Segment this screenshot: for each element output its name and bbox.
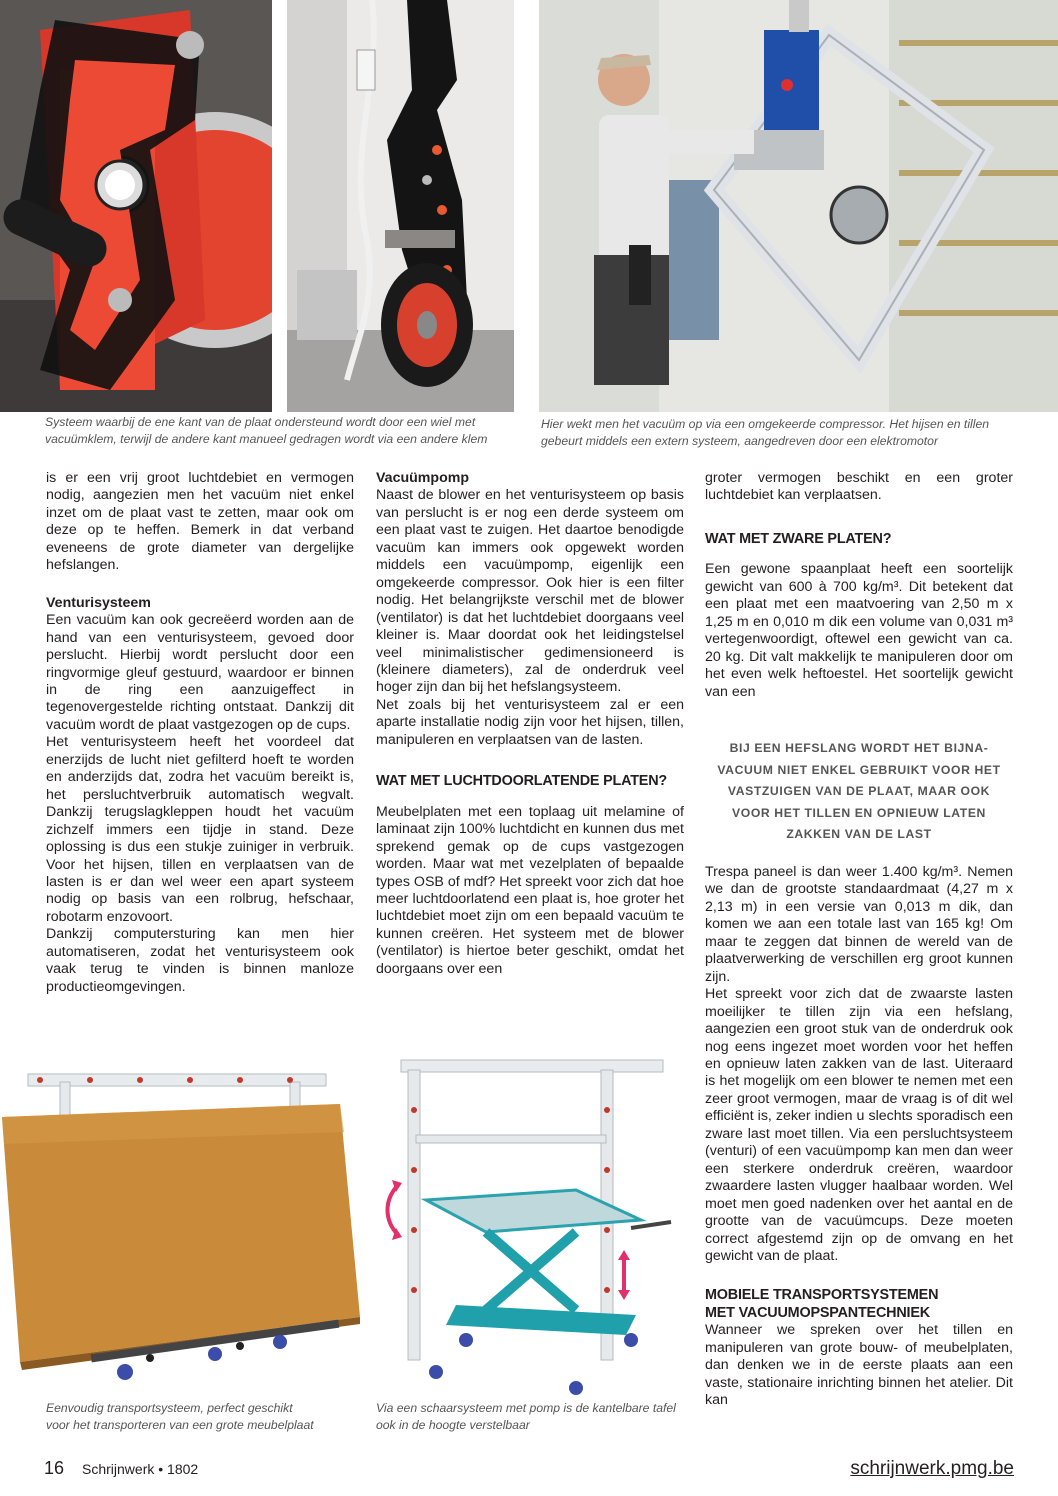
photo-transport-cart-panel — [0, 1062, 360, 1392]
caption-line: Via een schaarsysteem met pomp is de kantelbare tafel — [376, 1401, 676, 1415]
text-column-3 — [705, 470, 1013, 701]
caption-line: ook in de hoogte verstelbaar — [376, 1418, 530, 1432]
quote-line: VOOR HET TILLEN EN OPNIEUW LATEN — [732, 805, 986, 820]
paragraph: Het venturisysteem heeft het voordeel dat enerzijds de lucht niet gefilterd hoeft te worden en anderzijds dat, zodra het vacuüm bereikt is, het persluchtverbruik automatisch wegvalt. Dankzij terugslagkleppen houdt het vacuüm zichzelf immers een tijdje in stand. Deze oplossing is dus een stukje zuiniger in verbruik. Voor het hijsen, tillen en verplaatsen van de lasten is er dan wel weer een apart systeem nodig op basis van een rolbrug, hefschaar, robotarm enzovoort. — [46, 734, 354, 925]
pull-quote — [712, 738, 1006, 846]
page-number: 16 — [44, 1458, 65, 1478]
caption-line: Hier wekt men het vacuüm op via een omgekeerde compressor. Het hijsen en tillen — [541, 417, 989, 431]
paragraph: Trespa paneel is dan weer 1.400 kg/m³. Nemen we dan de grootste standaardmaat (4,27 m x 2,13 m) in een versie van 0,013 m dik, dan komen we aan een totale last van 165 kg! Om maar te zeggen dat binnen de wereld van de plaatverwerking de verschillen erg groot kunnen zijn. — [705, 864, 1013, 985]
caption-line: Eenvoudig transportsysteem, perfect geschikt — [46, 1401, 293, 1415]
caption-top-left — [45, 414, 515, 448]
text-column-1 — [46, 470, 354, 996]
paragraph: is er een vrij groot luchtdebiet en vermogen nodig, aangezien men het vacuüm niet enkel inzet om de plaat vast te zetten, maar ook om deze op te heffen. Bemerk in dat verband eveneens de grote diameter van dergelijke hefslangen. — [46, 470, 354, 574]
text-column-2 — [376, 470, 684, 978]
photo-vacuum-clamp-wheel — [0, 0, 272, 412]
paragraph: Naast de blower en het venturisysteem op basis van perslucht is er nog een derde systeem om een plaat vast te zuigen. Het daartoe benodigde vacuüm kan immers ook opgewekt worden middels een vacuümpomp, eigenlijk een omgekeerde compressor. Ook hier is een filter nodig. Het belangrijkste verschil met de blower (ventilator) is dat het luchtdebiet doorgaans veel kleiner is. Maar doordat ook het leidingstelsel veel minimalistischer gedimensioneerd is (kleinere diameters), zal de onderdruk veel hoger zijn dan bij het hefslangsysteem. — [376, 487, 684, 696]
paragraph: Een vacuüm kan ook gecreëerd worden aan de hand van een venturisysteem, gevoed door perslucht. Hierbij wordt perslucht door een ringvormige gleuf gestuurd, waardoor er binnen in de ring een aanzuigeffect in tegenovergestelde richting ontstaat. Dankzij dit vacuüm wordt de plaat vastgezogen op de cups. — [46, 612, 354, 733]
subheading-vacuumopspantechniek: MET VACUUMOPSPANTECHNIEK — [705, 1304, 930, 1321]
text-column-3-continued — [705, 864, 1013, 1410]
quote-line: VACUUM NIET ENKEL GEBRUIKT VOOR HET — [717, 762, 1001, 777]
website-link[interactable]: schrijnwerk.pmg.be — [850, 1458, 1014, 1479]
paragraph: Net zoals bij het venturisysteem zal er een aparte installatie nodig zijn voor het hijsen, tillen, manipuleren en verplaatsen van de lasten. — [376, 696, 684, 748]
quote-line: BIJ EEN HEFSLANG WORDT HET BIJNA- — [729, 741, 989, 755]
caption-line: gebeurt middels een extern systeem, aangedreven door een elektromotor — [541, 434, 939, 448]
subheading-zware-platen: WAT MET ZWARE PLATEN? — [705, 530, 892, 547]
photo-wheel-clamp — [287, 0, 514, 412]
paragraph: Wanneer we spreken over het tillen en manipuleren van grote bouw- of meubelplaten, dan denken we in de eerste plaats aan een vaste, stationaire inrichting binnen het atelier. Dit kan — [705, 1322, 1013, 1409]
caption-bottom-middle — [376, 1400, 696, 1434]
caption-line: voor het transporteren van een grote meubelplaat — [46, 1418, 314, 1432]
subheading-venturisysteem: Venturisysteem — [46, 594, 151, 611]
caption-line: Systeem waarbij de ene kant van de plaat ondersteund wordt door een wiel met — [45, 415, 476, 429]
paragraph: Het spreekt voor zich dat de zwaarste lasten moeilijker te tillen zijn via een hefslang, aangezien een groot stuk van de onderdruk ook nog eens ingezet moet worden voor het heffen en opnieuw laten zakken van de last. Uiteraard is het mogelijk om een blower te nemen met een zeer groot vermogen, maar de vraag is of dit wel efficiënt is, zeker indien u slechts sporadisch een zware last moet tillen. Via een persluchtsysteem (venturi) of een vacuümpomp kan men dan weer een sterkere onderdruk creëren, waardoor zwaardere lasten vlugger haalbaar worden. Wel moet men goed nadenken over het aantal en de grootte van de vacuümcups. Deze moeten correct afgestemd zijn op de omvang en het gewicht van de plaat. — [705, 986, 1013, 1264]
caption-bottom-left — [46, 1400, 366, 1434]
subheading-vacuumpomp: Vacuümpomp — [376, 470, 470, 486]
photo-vacuum-lifter-operator — [539, 0, 1058, 412]
caption-top-right — [541, 416, 1021, 450]
magazine-issue: Schrijnwerk • 1802 — [82, 1461, 199, 1477]
subheading-mobiele-transportsystemen: MOBIELE TRANSPORTSYSTEMEN — [705, 1287, 939, 1304]
quote-line: VASTZUIGEN VAN DE PLAAT, MAAR OOK — [727, 784, 991, 798]
subheading-luchtdoorlatende-platen: WAT MET LUCHTDOORLATENDE PLATEN? — [376, 773, 667, 790]
photo-scissor-lift-table — [376, 1050, 676, 1398]
paragraph: groter vermogen beschikt en een groter luchtdebiet kan verplaatsen. — [705, 470, 1013, 504]
quote-line: ZAKKEN VAN DE LAST — [786, 827, 932, 841]
paragraph: Meubelplaten met een toplaag uit melamine of laminaat zijn 100% luchtdicht en kunnen dus met sprekend gemak op de cups vastgezogen worden. Maar wat met vezelplaten of bepaalde types OSB of mdf? Het spreekt voor zich dat hoe meer luchtdoorlatend een plaat is, hoe groter het luchtdebiet moet zijn om een bepaald vacuüm te kunnen creëren. Het systeem met de blower (ventilator) is hiertoe beter geschikt, omdat het doorgaans over een — [376, 803, 684, 977]
paragraph: Een gewone spaanplaat heeft een soortelijk gewicht van 600 à 700 kg/m³. Dit betekent dat een plaat met een maatvoering van 2,50 m x 1,25 m en 0,010 m dik een volume van 0,031 m³ vertegenwoordigt, oftewel een gewicht van ca. 20 kg. Dit valt makkelijk te manipuleren door om het even welk heftoestel. Het soortelijk gewicht van een — [705, 561, 1013, 700]
caption-line: vacuümklem, terwijl de andere kant manueel gedragen wordt via een andere klem — [45, 432, 488, 446]
paragraph: Dankzij computersturing kan men hier automatiseren, zodat het venturisysteem ook vaak terug te vinden is binnen manloze productieomgevingen. — [46, 926, 354, 995]
